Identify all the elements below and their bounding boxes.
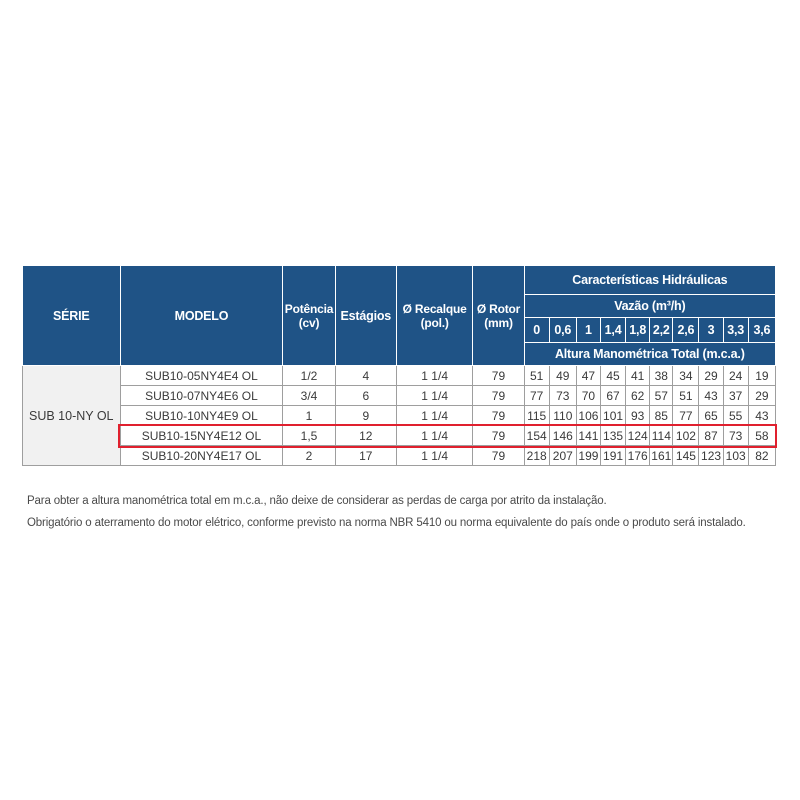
- estagios-cell: 6: [335, 386, 396, 406]
- modelo-cell: SUB10-05NY4E4 OL: [120, 366, 283, 386]
- estagios-cell: 17: [335, 446, 396, 466]
- height-cell: 154: [524, 426, 549, 446]
- height-cell: 146: [549, 426, 576, 446]
- height-cell: 47: [576, 366, 600, 386]
- flow-header-cell: 1,8: [626, 318, 650, 343]
- height-cell: 145: [673, 446, 699, 466]
- height-cell: 70: [576, 386, 600, 406]
- flow-header-cell: 2,6: [673, 318, 699, 343]
- height-cell: 55: [723, 406, 748, 426]
- height-cell: 199: [576, 446, 600, 466]
- height-cell: 77: [673, 406, 699, 426]
- recalque-cell: 1 1/4: [396, 386, 472, 406]
- height-cell: 102: [673, 426, 699, 446]
- height-cell: 41: [626, 366, 650, 386]
- height-cell: 87: [699, 426, 723, 446]
- table-row: [23, 426, 776, 446]
- header-modelo: MODELO: [120, 266, 283, 366]
- height-cell: 58: [748, 426, 775, 446]
- estagios-cell: 4: [335, 366, 396, 386]
- height-cell: 124: [626, 426, 650, 446]
- height-cell: 62: [626, 386, 650, 406]
- recalque-cell: 1 1/4: [396, 426, 472, 446]
- rotor-cell: 79: [473, 446, 524, 466]
- table-row: [23, 366, 776, 386]
- serie-cell: SUB 10-NY OL: [23, 366, 121, 466]
- height-cell: 110: [549, 406, 576, 426]
- modelo-cell: SUB10-15NY4E12 OL: [120, 426, 283, 446]
- flow-header-cell: 0,6: [549, 318, 576, 343]
- height-cell: 141: [576, 426, 600, 446]
- potencia-cell: 1: [283, 406, 335, 426]
- height-cell: 114: [650, 426, 673, 446]
- height-cell: 65: [699, 406, 723, 426]
- flow-header-cell: 1,4: [601, 318, 626, 343]
- recalque-cell: 1 1/4: [396, 366, 472, 386]
- height-cell: 123: [699, 446, 723, 466]
- header-serie: SÉRIE: [23, 266, 121, 366]
- modelo-cell: SUB10-07NY4E6 OL: [120, 386, 283, 406]
- footnote-1: Para obter a altura manométrica total em m.c.a., não deixe de considerar as perdas de carga por atrito da instalação.: [27, 495, 607, 507]
- flow-header-cell: 3,6: [748, 318, 775, 343]
- potencia-cell: 3/4: [283, 386, 335, 406]
- footnotes: [27, 490, 787, 534]
- table-row: [23, 406, 776, 426]
- height-cell: 24: [723, 366, 748, 386]
- table-body: [23, 366, 776, 466]
- pump-spec-table: [22, 265, 776, 466]
- height-cell: 38: [650, 366, 673, 386]
- table-row: [23, 386, 776, 406]
- recalque-cell: 1 1/4: [396, 446, 472, 466]
- flow-header-cell: 1: [576, 318, 600, 343]
- potencia-cell: 2: [283, 446, 335, 466]
- flow-header-cell: 0: [524, 318, 549, 343]
- flow-header-cell: 3: [699, 318, 723, 343]
- height-cell: 103: [723, 446, 748, 466]
- header-estagios: Estágios: [335, 266, 396, 366]
- recalque-cell: 1 1/4: [396, 406, 472, 426]
- rotor-cell: 79: [473, 426, 524, 446]
- header-recalque: Ø Recalque (pol.): [396, 266, 472, 366]
- header-vazao: Vazão (m³/h): [524, 295, 775, 318]
- height-cell: 19: [748, 366, 775, 386]
- estagios-cell: 12: [335, 426, 396, 446]
- height-cell: 161: [650, 446, 673, 466]
- height-cell: 77: [524, 386, 549, 406]
- potencia-cell: 1,5: [283, 426, 335, 446]
- modelo-cell: SUB10-10NY4E9 OL: [120, 406, 283, 426]
- height-cell: 73: [549, 386, 576, 406]
- header-altura: Altura Manométrica Total (m.c.a.): [524, 343, 775, 366]
- header-potencia: Potência (cv): [283, 266, 335, 366]
- footnote-2: Obrigatório o aterramento do motor elétrico, conforme previsto na norma NBR 5410 ou norma equivalente do país onde o produto será instalado.: [27, 517, 746, 529]
- height-cell: 43: [748, 406, 775, 426]
- height-cell: 106: [576, 406, 600, 426]
- height-cell: 45: [601, 366, 626, 386]
- height-cell: 176: [626, 446, 650, 466]
- height-cell: 218: [524, 446, 549, 466]
- height-cell: 115: [524, 406, 549, 426]
- height-cell: 191: [601, 446, 626, 466]
- height-cell: 93: [626, 406, 650, 426]
- height-cell: 85: [650, 406, 673, 426]
- modelo-cell: SUB10-20NY4E17 OL: [120, 446, 283, 466]
- height-cell: 57: [650, 386, 673, 406]
- height-cell: 49: [549, 366, 576, 386]
- header-rotor: Ø Rotor (mm): [473, 266, 524, 366]
- estagios-cell: 9: [335, 406, 396, 426]
- height-cell: 135: [601, 426, 626, 446]
- flow-header-cell: 3,3: [723, 318, 748, 343]
- height-cell: 43: [699, 386, 723, 406]
- height-cell: 29: [699, 366, 723, 386]
- spec-table-container: [22, 265, 776, 466]
- table-row: [23, 446, 776, 466]
- height-cell: 67: [601, 386, 626, 406]
- height-cell: 51: [524, 366, 549, 386]
- rotor-cell: 79: [473, 386, 524, 406]
- potencia-cell: 1/2: [283, 366, 335, 386]
- height-cell: 34: [673, 366, 699, 386]
- height-cell: 29: [748, 386, 775, 406]
- height-cell: 51: [673, 386, 699, 406]
- height-cell: 207: [549, 446, 576, 466]
- height-cell: 37: [723, 386, 748, 406]
- flow-header-cell: 2,2: [650, 318, 673, 343]
- rotor-cell: 79: [473, 406, 524, 426]
- rotor-cell: 79: [473, 366, 524, 386]
- height-cell: 73: [723, 426, 748, 446]
- height-cell: 82: [748, 446, 775, 466]
- height-cell: 101: [601, 406, 626, 426]
- header-caracteristicas: Características Hidráulicas: [524, 266, 775, 295]
